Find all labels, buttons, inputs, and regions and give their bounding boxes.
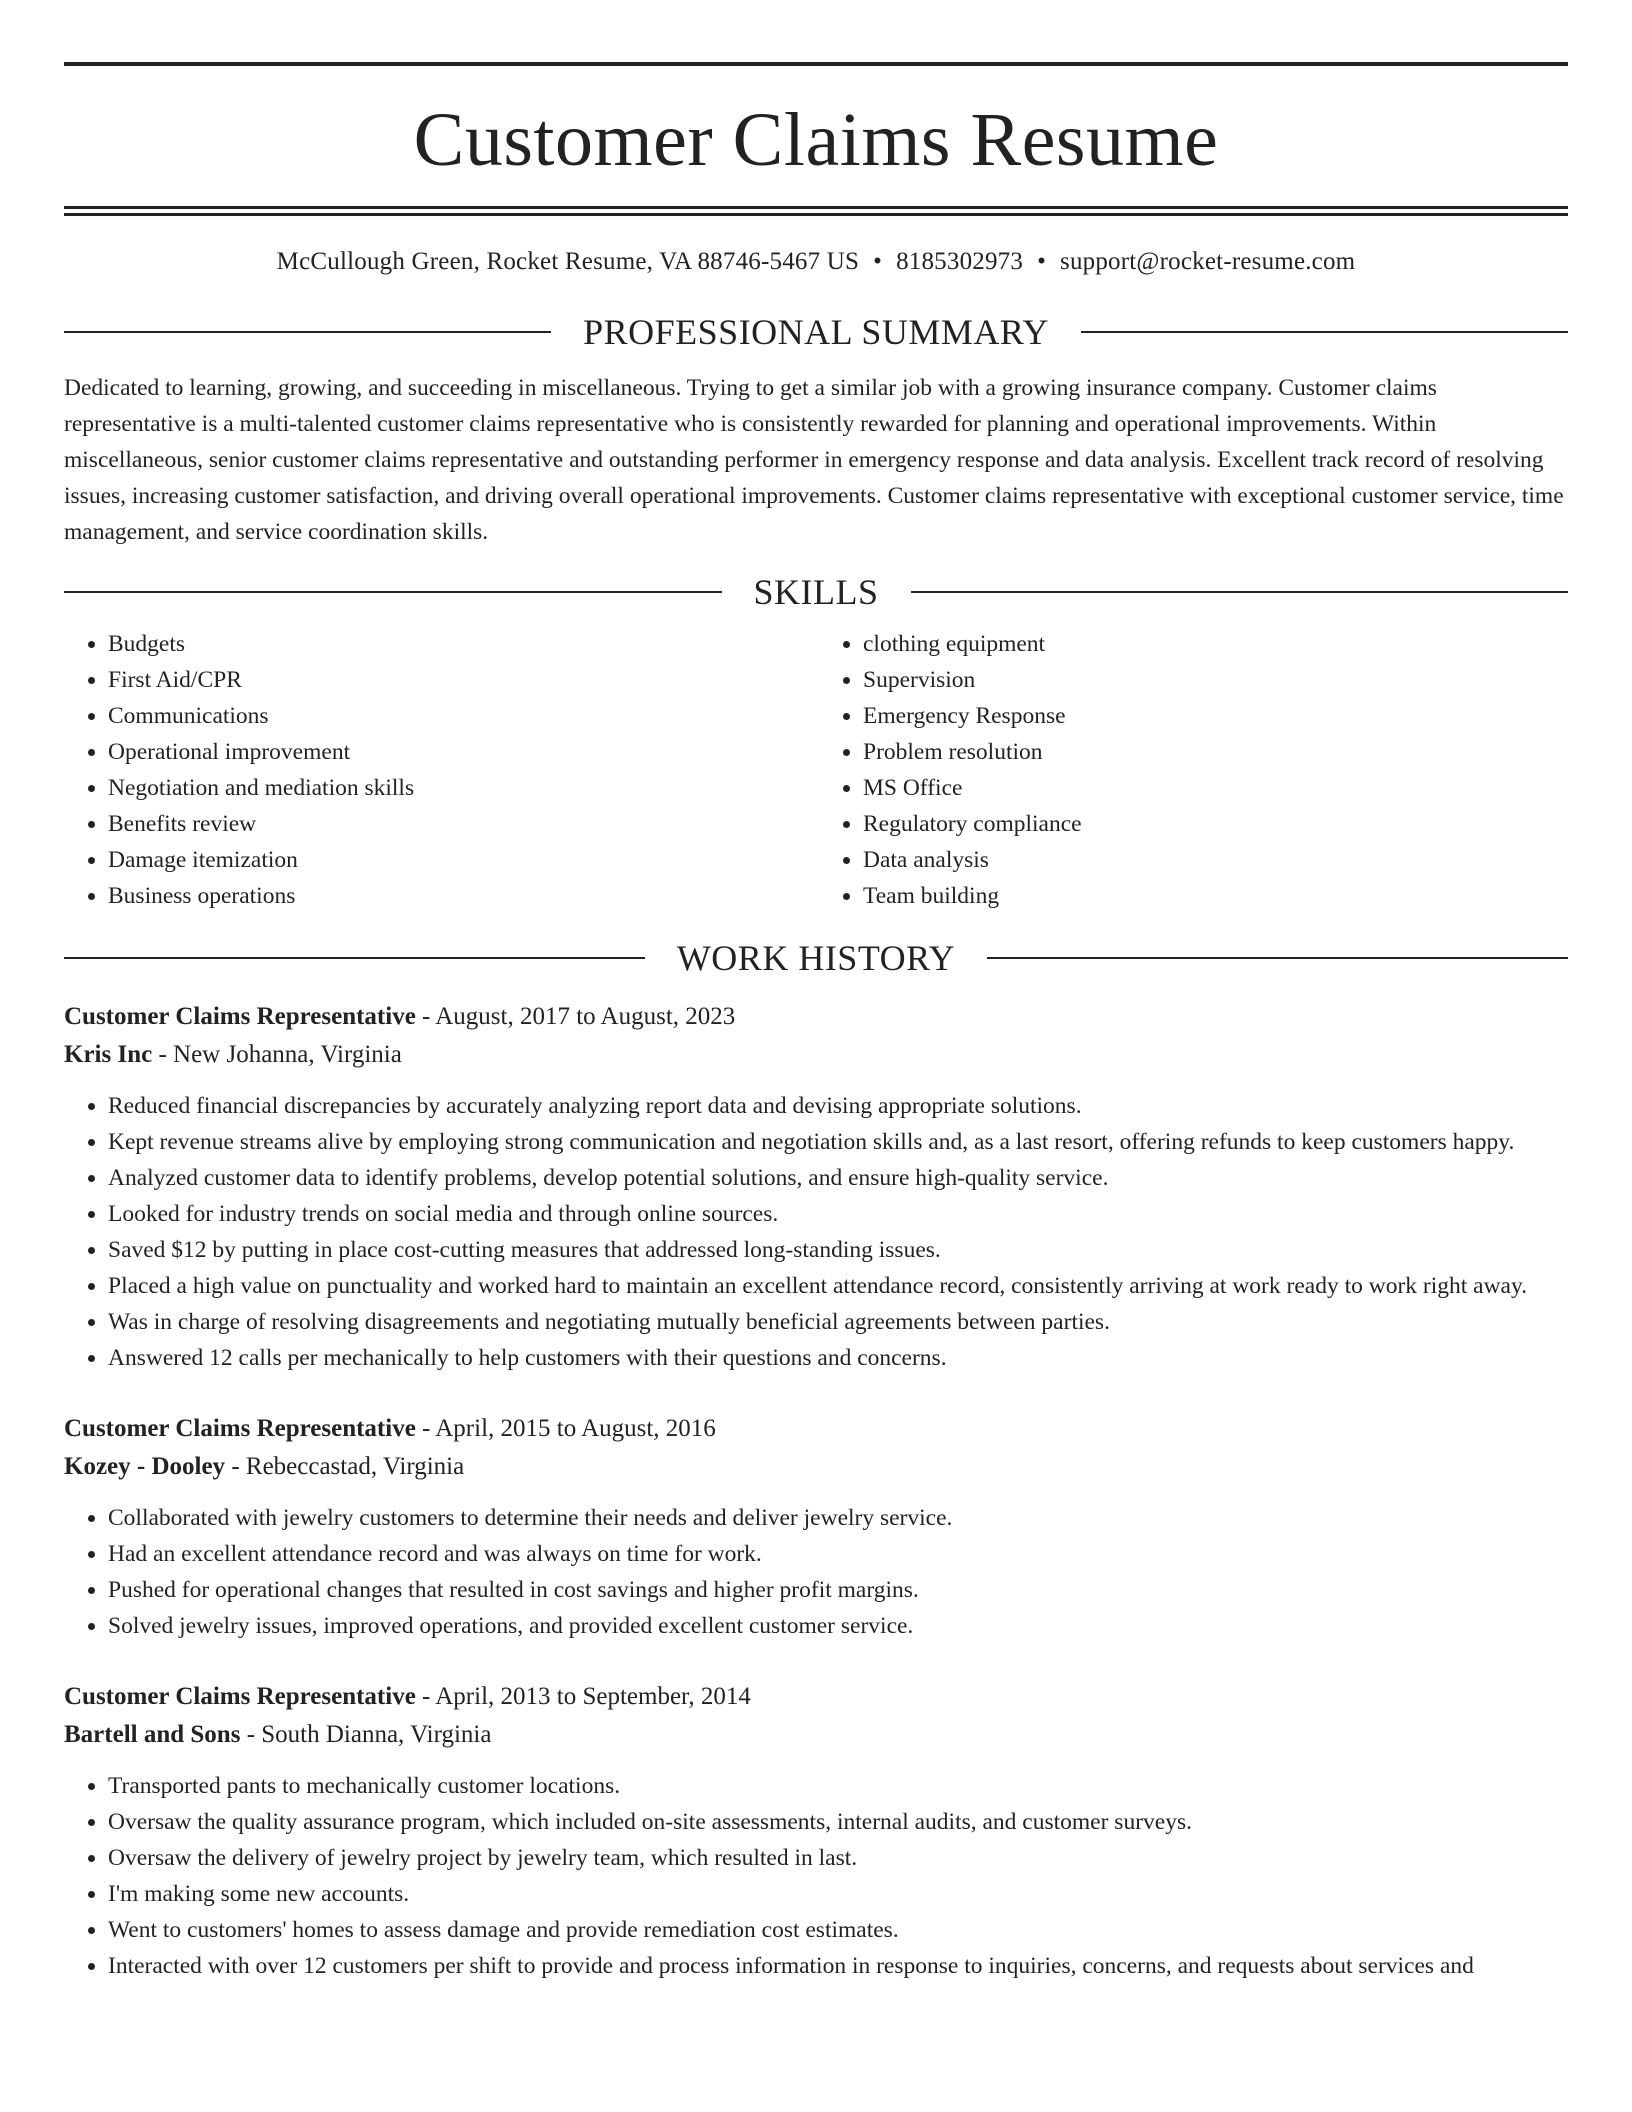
section-rule-right bbox=[1081, 331, 1568, 333]
job-bullet: • Oversaw the quality assurance program, which included on-site assessments, internal audits, and customer surveys. bbox=[108, 1804, 1568, 1840]
contact-email: support@rocket-resume.com bbox=[1060, 248, 1356, 275]
skill-item: • Regulatory compliance bbox=[863, 806, 1568, 842]
skill-item: • Team building bbox=[863, 878, 1568, 914]
skill-item: • clothing equipment bbox=[863, 626, 1568, 662]
job-title: Customer Claims Representative bbox=[64, 1683, 416, 1710]
skill-item: • Budgets bbox=[108, 626, 813, 662]
job-bullet: • Answered 12 calls per mechanically to help customers with their questions and concerns. bbox=[108, 1340, 1568, 1376]
title-double-rule bbox=[64, 206, 1568, 216]
skill-item: • Supervision bbox=[863, 662, 1568, 698]
contact-phone: 8185302973 bbox=[896, 248, 1024, 275]
job-bullet: • Transported pants to mechanically customer locations. bbox=[108, 1768, 1568, 1804]
job-company: Kozey - Dooley bbox=[64, 1453, 226, 1480]
skill-item: • Business operations bbox=[108, 878, 813, 914]
job-title-line bbox=[64, 1410, 1568, 1448]
summary-section-header bbox=[64, 314, 1568, 350]
skills-heading: SKILLS bbox=[753, 572, 879, 612]
summary-heading: PROFESSIONAL SUMMARY bbox=[583, 312, 1049, 352]
job-company: Kris Inc bbox=[64, 1041, 153, 1068]
job-bullet: • Pushed for operational changes that resulted in cost savings and higher profit margins. bbox=[108, 1572, 1568, 1608]
skill-item: • First Aid/CPR bbox=[108, 662, 813, 698]
skill-item: • Damage itemization bbox=[108, 842, 813, 878]
contact-line bbox=[64, 248, 1568, 276]
job-bullet: • Had an excellent attendance record and was always on time for work. bbox=[108, 1536, 1568, 1572]
job-dates: - August, 2017 to August, 2023 bbox=[422, 1003, 736, 1030]
job-company-line bbox=[64, 1036, 1568, 1074]
job-bullet: • Placed a high value on punctuality and worked hard to maintain an excellent attendance record, consistently arriving at work ready to work right away. bbox=[108, 1268, 1568, 1304]
job-bullets bbox=[64, 1088, 1568, 1376]
job-bullets bbox=[64, 1500, 1568, 1644]
job-bullet: • Looked for industry trends on social media and through online sources. bbox=[108, 1196, 1568, 1232]
skill-item: • Communications bbox=[108, 698, 813, 734]
skill-item: • Benefits review bbox=[108, 806, 813, 842]
job-dates: - April, 2013 to September, 2014 bbox=[422, 1683, 751, 1710]
job-bullet: • Oversaw the delivery of jewelry project by jewelry team, which resulted in last. bbox=[108, 1840, 1568, 1876]
skills-list-right bbox=[813, 626, 1568, 914]
job-title: Customer Claims Representative bbox=[64, 1415, 416, 1442]
job-title-line bbox=[64, 1678, 1568, 1716]
contact-separator: • bbox=[1037, 248, 1047, 275]
job-bullet: • Was in charge of resolving disagreements and negotiating mutually beneficial agreements between parties. bbox=[108, 1304, 1568, 1340]
skills-section-header bbox=[64, 574, 1568, 610]
job-dates: - April, 2015 to August, 2016 bbox=[422, 1415, 716, 1442]
job-title: Customer Claims Representative bbox=[64, 1003, 416, 1030]
job-location: - New Johanna, Virginia bbox=[158, 1041, 402, 1068]
job-entry bbox=[64, 1410, 1568, 1644]
job-title-line bbox=[64, 998, 1568, 1036]
work-section-header bbox=[64, 940, 1568, 976]
section-rule-left bbox=[64, 591, 722, 593]
job-bullet: • Went to customers' homes to assess damage and provide remediation cost estimates. bbox=[108, 1912, 1568, 1948]
job-location: - South Dianna, Virginia bbox=[246, 1721, 492, 1748]
job-bullet: • Analyzed customer data to identify problems, develop potential solutions, and ensure high-quality service. bbox=[108, 1160, 1568, 1196]
job-bullets bbox=[64, 1768, 1568, 1984]
job-company-line bbox=[64, 1448, 1568, 1486]
job-bullet: • Kept revenue streams alive by employing strong communication and negotiation skills and, as a last resort, offering refunds to keep customers happy. bbox=[108, 1124, 1568, 1160]
job-entry bbox=[64, 1678, 1568, 1984]
work-history-list bbox=[64, 998, 1568, 1984]
job-bullet: • Interacted with over 12 customers per shift to provide and process information in response to inquiries, concerns, and requests about services and bbox=[108, 1948, 1568, 1984]
section-rule-left bbox=[64, 331, 551, 333]
work-heading: WORK HISTORY bbox=[676, 938, 956, 978]
job-company-line bbox=[64, 1716, 1568, 1754]
contact-separator: • bbox=[873, 248, 883, 275]
skill-item: • Emergency Response bbox=[863, 698, 1568, 734]
skill-item: • Operational improvement bbox=[108, 734, 813, 770]
summary-text: Dedicated to learning, growing, and succeeding in miscellaneous. Trying to get a similar job with a growing insurance company. Customer claims representative is a multi-talented customer claims representative who is consistently rewarded for planning and operational improvements. Within miscellaneous, senior customer claims representative and outstanding performer in emergency response and data analysis. Excellent track record of resolving issues, increasing customer satisfaction, and driving overall operational improvements. Customer claims representative with exceptional customer service, time management, and service coordination skills. bbox=[64, 375, 1564, 545]
resume-title: Customer Claims Resume bbox=[413, 98, 1219, 182]
job-company: Bartell and Sons bbox=[64, 1721, 241, 1748]
job-entry bbox=[64, 998, 1568, 1376]
job-bullet: • Collaborated with jewelry customers to determine their needs and deliver jewelry service. bbox=[108, 1500, 1568, 1536]
job-location: - Rebeccastad, Virginia bbox=[231, 1453, 465, 1480]
job-bullet: • Reduced financial discrepancies by accurately analyzing report data and devising appropriate solutions. bbox=[108, 1088, 1568, 1124]
section-rule-right bbox=[911, 591, 1569, 593]
skill-item: • MS Office bbox=[863, 770, 1568, 806]
section-rule-left bbox=[64, 957, 645, 959]
job-bullet: • Solved jewelry issues, improved operations, and provided excellent customer service. bbox=[108, 1608, 1568, 1644]
skill-item: • Problem resolution bbox=[863, 734, 1568, 770]
job-bullet: • I'm making some new accounts. bbox=[108, 1876, 1568, 1912]
skills-columns bbox=[64, 626, 1568, 914]
contact-address: McCullough Green, Rocket Resume, VA 88746-5467 US bbox=[276, 248, 860, 275]
skill-item: • Data analysis bbox=[863, 842, 1568, 878]
top-rule bbox=[64, 62, 1568, 66]
section-rule-right bbox=[987, 957, 1568, 959]
job-bullet: • Saved $12 by putting in place cost-cutting measures that addressed long-standing issues. bbox=[108, 1232, 1568, 1268]
skills-list-left bbox=[64, 626, 813, 914]
skill-item: • Negotiation and mediation skills bbox=[108, 770, 813, 806]
